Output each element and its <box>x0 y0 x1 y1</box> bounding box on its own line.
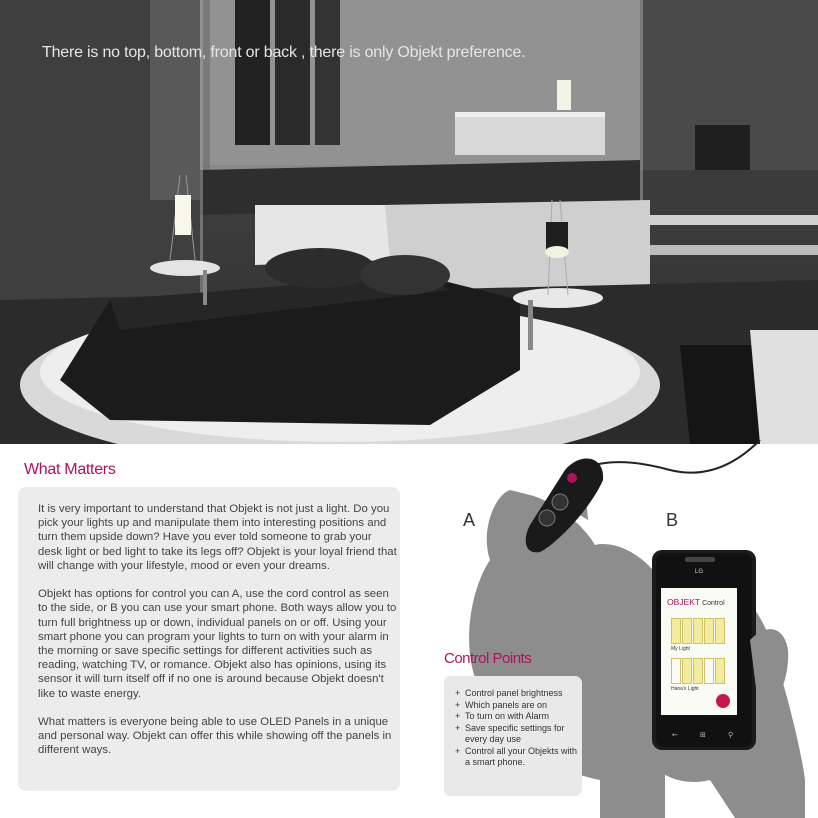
what-matters-heading: What Matters <box>24 461 116 478</box>
panel-toggle[interactable] <box>671 618 681 644</box>
list-item: + Which panels are on <box>455 700 579 712</box>
panel-toggle[interactable] <box>704 618 714 644</box>
svg-text:←: ← <box>672 731 678 739</box>
svg-text:LG: LG <box>695 569 704 575</box>
paragraph: Objekt has options for control you can A, use the cord control as seen to the side, or B you can use your smart phone. Both ways allow you to turn full brightness up or down, individual panels on or off. Using your smart phone you can program your lights to turn on with your alarm in the morning or save specific settings for different activities such as reading, watching TV, or romance. Objekt also has opinions, using its sensor it will turn itself off if no one is around because Objekt doesn't like to waste energy. <box>38 588 397 700</box>
what-matters-text <box>38 502 398 772</box>
panel-group-2 <box>671 658 725 684</box>
control-points-heading: Control Points <box>444 650 532 667</box>
phone-screen[interactable] <box>661 588 737 715</box>
option-a-label: A <box>463 510 476 530</box>
panel-group-1 <box>671 618 725 644</box>
panel-group-1-label: My Light <box>671 646 690 652</box>
list-item: + Control all your Objekts with a smart phone. <box>455 746 579 769</box>
panel-toggle[interactable] <box>715 618 725 644</box>
app-subtitle: Control <box>702 600 725 607</box>
hero-tagline: There is no top, bottom, front or back , there is only Objekt preference. <box>42 44 526 61</box>
paragraph: It is very important to understand that Objekt is not just a light. Do you pick your lights up and manipulate them into interesting positions and turn them upside down? Have you ever told someone to grab your desk light or bed light to take its legs off? Objekt is your loyal friend that will change with your lifestyle, mood or even your dreams. <box>38 503 397 572</box>
app-title-text: OBJEKT <box>667 597 701 607</box>
panel-toggle[interactable] <box>704 658 714 684</box>
svg-text:⚲: ⚲ <box>728 731 734 739</box>
list-item: + To turn on with Alarm <box>455 711 579 723</box>
control-points-list <box>455 688 579 769</box>
svg-text:⊞: ⊞ <box>700 731 706 739</box>
panel-toggle[interactable] <box>682 658 692 684</box>
panel-toggle[interactable] <box>693 618 703 644</box>
app-title <box>667 597 725 607</box>
lg-logo-icon <box>716 694 730 708</box>
list-item: + Control panel brightness <box>455 688 579 700</box>
panel-toggle[interactable] <box>693 658 703 684</box>
panel-group-2-label: Hana's Light <box>671 686 699 692</box>
option-b-label: B <box>666 510 679 530</box>
paragraph: What matters is everyone being able to use OLED Panels in a unique and personal way. Objekt can offer this while showing off the panels in different ways. <box>38 716 392 757</box>
panel-toggle[interactable] <box>682 618 692 644</box>
list-item: + Save specific settings for every day use <box>455 723 579 746</box>
panel-toggle[interactable] <box>671 658 681 684</box>
panel-toggle[interactable] <box>715 658 725 684</box>
